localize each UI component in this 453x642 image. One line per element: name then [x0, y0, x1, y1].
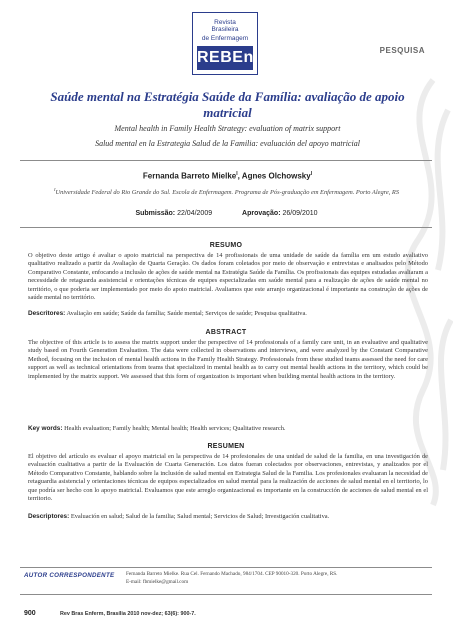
logo-mark: REBEn [197, 46, 253, 70]
affiliation [20, 187, 433, 196]
keywords-label: Key words: [28, 425, 63, 432]
logo-line-1: Revista [214, 19, 236, 26]
page-number: 900 [24, 610, 36, 617]
resumen-heading: RESUMEN [207, 443, 245, 450]
journal-logo [192, 12, 258, 75]
author-list [30, 171, 425, 181]
submission-label: Submissão: [135, 210, 176, 217]
section-tag: PESQUISA [379, 46, 425, 55]
keywords-text: Avaliação em saúde; Saúde da família; Saúde mental; Serviços de saúde; Pesquisa qualitativa. [66, 310, 307, 317]
resumo-text: O objetivo deste artigo é avaliar o apoio matricial na perspectiva de 14 profissionais de uma unidade de saúde da família em um estudo avaliativo qualitativo realizado a partir da Avaliação de Quarta Geração. Os dados foram coletados por meio de observação e entrevistas e analisados pelo Método Comparativo Constante, enfocando a inclusão de ações de saúde mental na Estratégia Saúde da Família. Os profissionais das equipes estudadas avaliaram a necessidade de retaguarda assistencial e orientações técnicas de equipes especializadas em saúde mental para a realização de ações de saúde mental no território, o que poderia ser implementado por meio do apoio matricial. Avaliamos que este arranjo organizacional é importante na construção de ações de saúde mental no território. [28, 252, 428, 302]
article-title: Saúde mental na Estratégia Saúde da Família: avaliação de apoio matricial [50, 89, 405, 120]
keywords-label: Descriptores: [28, 513, 70, 520]
author-name: Agnes Olchowsky [241, 171, 311, 181]
keywords-text: Health evaluation; Family health; Mental health; Health services; Qualitative research. [64, 425, 286, 432]
citation-journal: Rev Bras Enferm, Brasília 2010 nov-dez; [60, 611, 164, 617]
author-superscript: I [236, 171, 238, 177]
author-superscript: I [310, 171, 313, 177]
resumen-keywords [28, 513, 428, 521]
resumo-heading: RESUMO [209, 242, 243, 249]
abstract-heading: ABSTRACT [205, 329, 247, 336]
submission-dates [20, 210, 433, 217]
keywords-label: Descritores: [28, 310, 66, 317]
author-name: Fernanda Barreto Mielke [142, 171, 237, 181]
logo-line-3: de Enfermagem [201, 35, 249, 42]
subtitle-spanish: Salud mental en la Estrategia Salud de la Familia: evaluación del apoyo matricial [95, 139, 360, 148]
affiliation-superscript: I [53, 187, 56, 192]
logo-line-2: Brasileira [211, 26, 239, 33]
citation-issue: 63(6): 900-7. [163, 611, 196, 617]
resumen-text: El objetivo del artículo es evaluar el apoyo matricial en la perspectiva de 14 profesionales de una unidad de salud de la familia, en una investigación de evaluación cualitativa a partir de la Evaluación de Cuarta Generación. Los datos fueran colectados por observaciones, entrevistas, y analizados por el Método Comparativo Constante, hablando sobre la inclusión de salud mental en Estrategia Salud de la Familia. Los profesionales evaluaran la necesidad de retaguardia asistencial y orientaciones técnicas de equipos especializados en salud mental para la realización de acciones de salud mental en el territorio, lo que podría ser hecho con lo apoyo matricial. Evaluamos que este arreglo organizacional es importante en la construcción de acciones de salud mental en el territorio. [28, 453, 428, 503]
divider-dates [20, 227, 432, 228]
abstract-keywords [28, 425, 428, 433]
approval-label: Aprovação: [242, 210, 281, 217]
keywords-text: Evaluación en salud; Salud de la familia; Salud mental; Servicios de Salud; Investigación cualitativa. [70, 513, 330, 520]
correspondence-text [126, 571, 426, 586]
correspondence-address: Fernanda Barreto Mielke. Rua Cel. Fernando Machado, 984/1704. CEP 90010-320. Porto Alegre, RS. [126, 571, 338, 577]
divider-top [20, 160, 432, 161]
author-separator: , [237, 171, 242, 181]
affiliation-text: Universidade Federal do Rio Grande do Sul. Escola de Enfermagem. Programa de Pós-graduação em Enfermagem. Porto Alegre, RS [55, 189, 400, 197]
subtitle-english: Mental health in Family Health Strategy: evaluation of matrix support [114, 124, 341, 133]
correspondence-email: E-mail: fbmielke@gmail.com [126, 578, 189, 585]
journal-citation [60, 611, 196, 617]
correspondence-label: AUTOR CORRESPONDENTE [24, 572, 115, 579]
resumo-keywords [28, 310, 428, 318]
submission-date: 22/04/2009 [177, 210, 213, 217]
approval-date: 26/09/2010 [282, 210, 318, 217]
abstract-text: The objective of this article is to assess the matrix support under the perspective of 14 professionals of a family care unit, in an evaluative and qualitative study based on Fourth Generation Evaluation. The data were collected in observations and interviews, and were analyzed by the Constant Comparative Method, focusing on the inclusion of mental health actions in the Family Health Strategy. Professionals from these studied teams assessed the need for care support as well as technical orientations from teams that specialized in mental health as to carry out mental health actions in the territory, which could be implemented by the matrix support. We assessed that this form of organization is important when building mental health actions in the territory. [28, 339, 428, 380]
